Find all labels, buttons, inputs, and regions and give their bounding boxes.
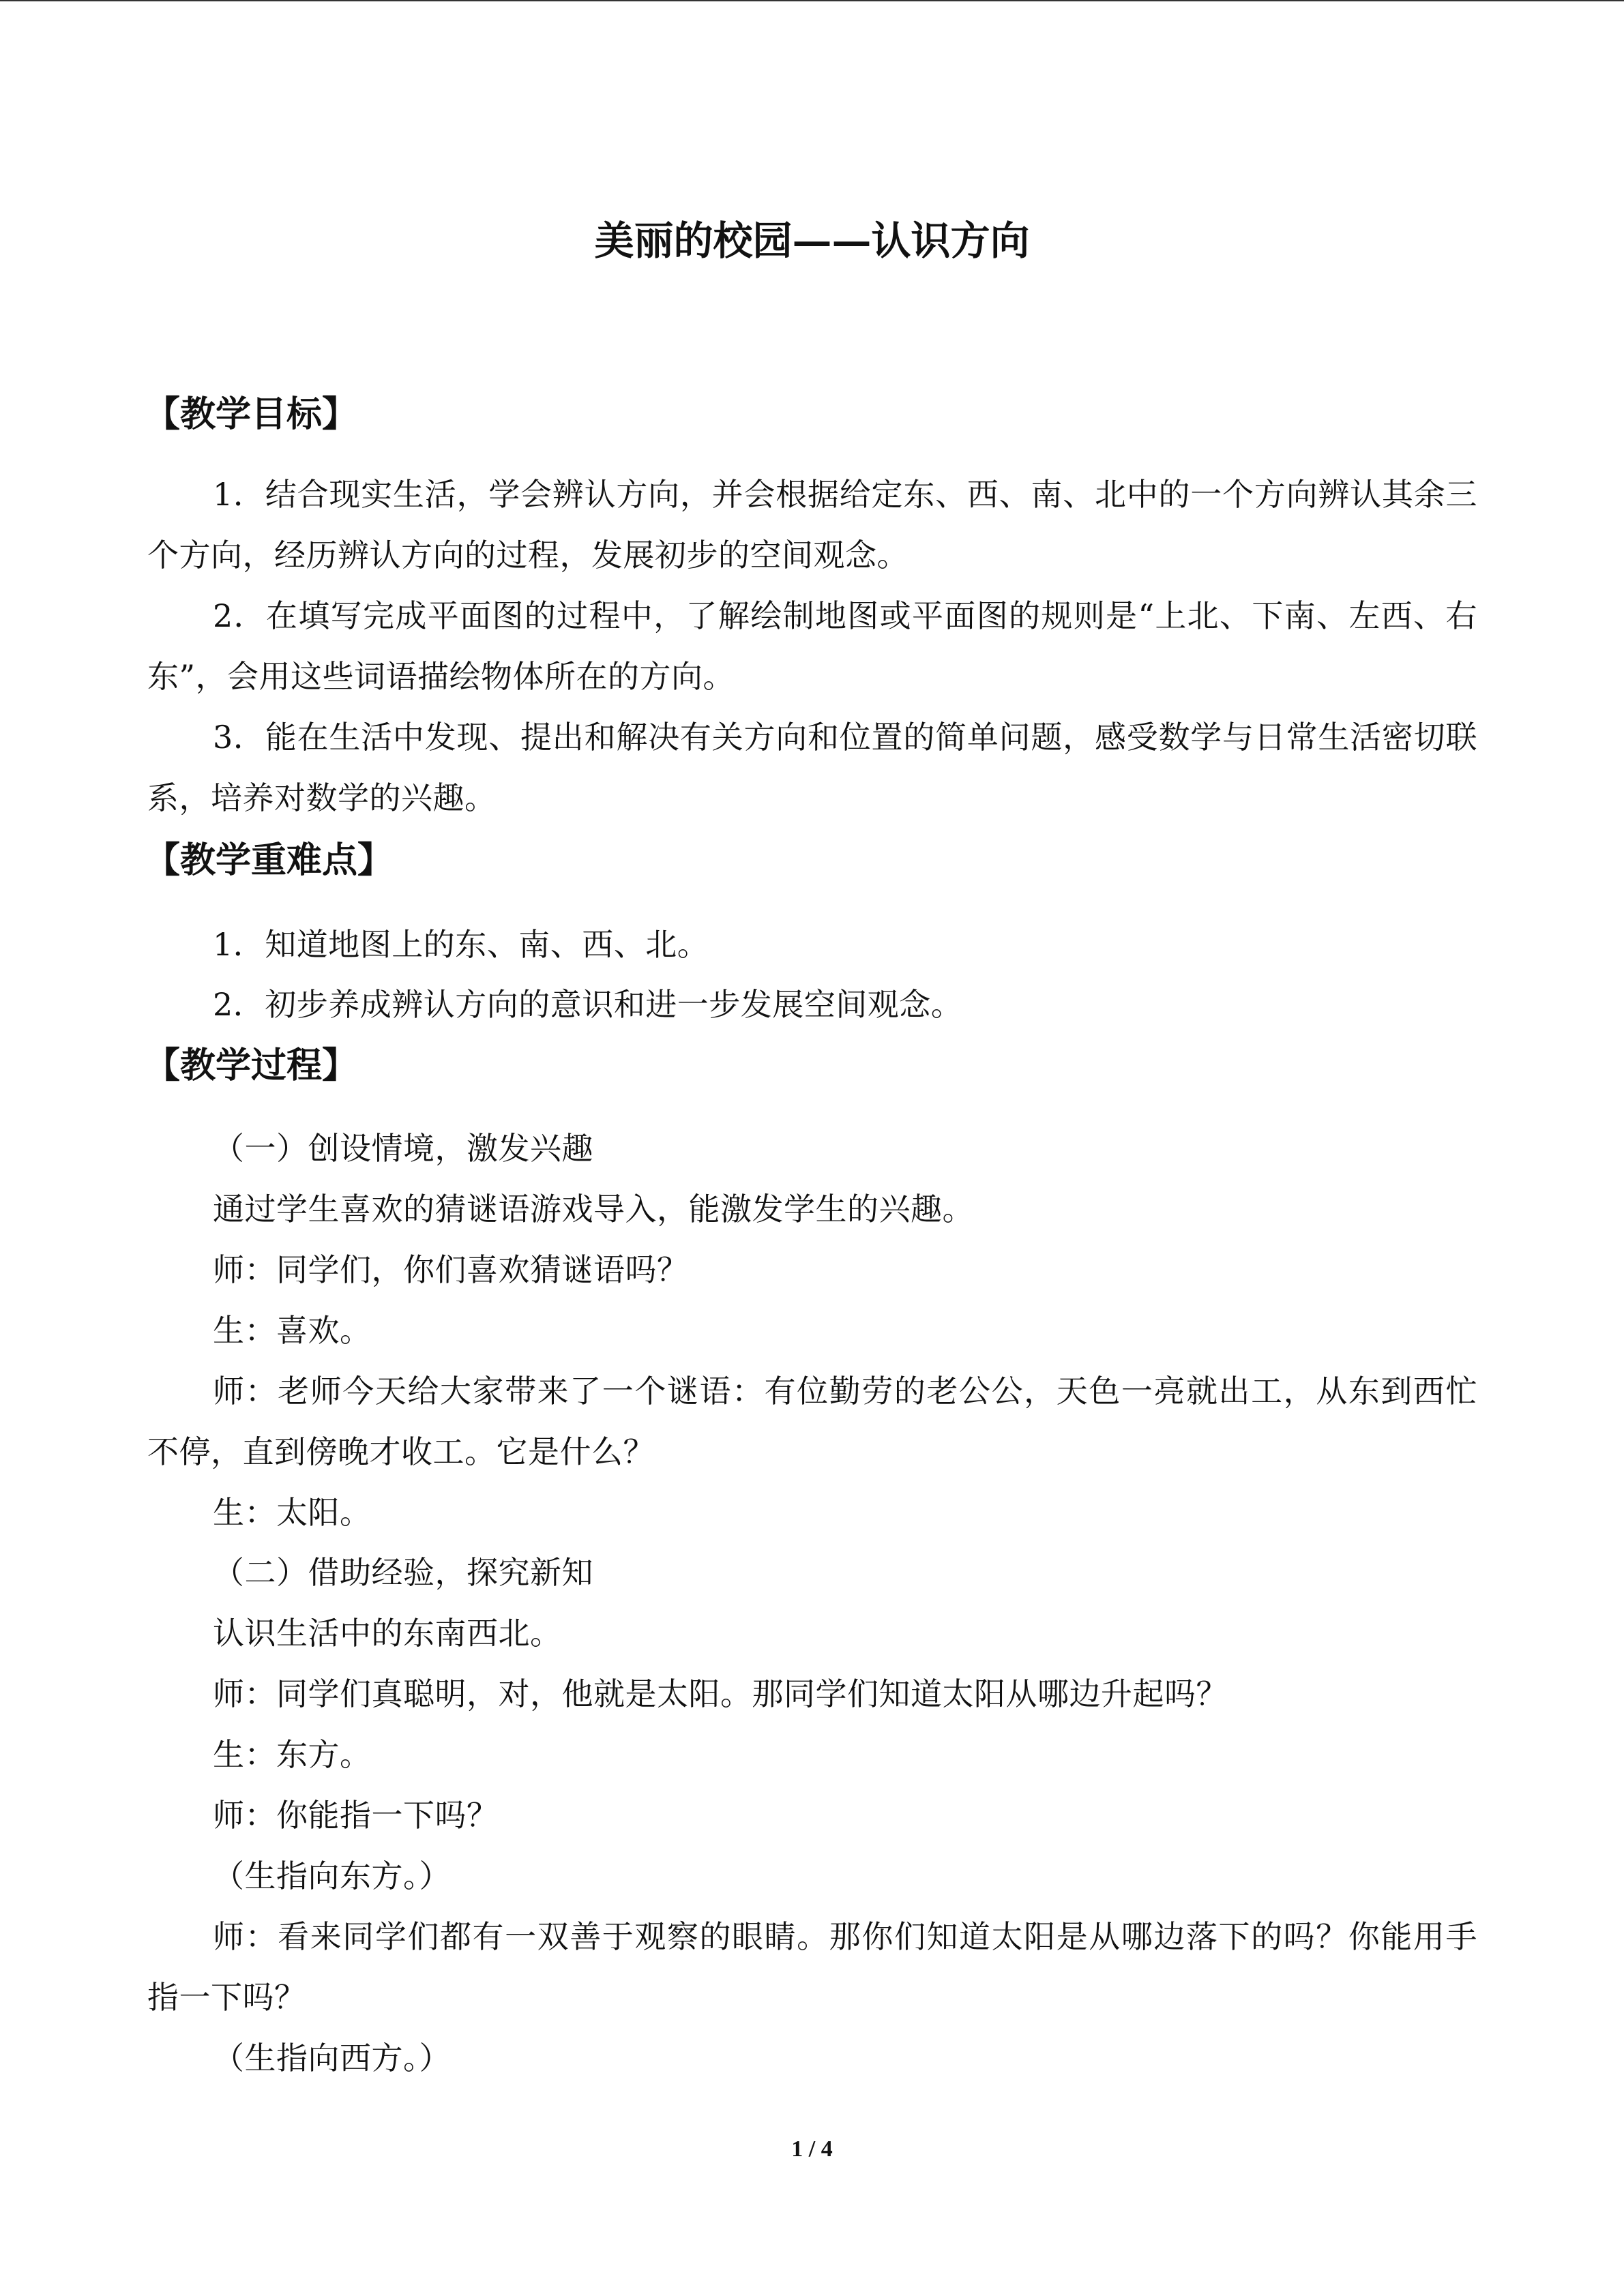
- process-line: 生：喜欢。: [213, 1312, 372, 1349]
- key-point-item-2: 2．初步养成辨认方向的意识和进一步发展空间观念。: [213, 986, 963, 1023]
- objective-item-3: 3．能在生活中发现、提出和解决有关方向和位置的简单问题，感受数学与日常生活密切联系，培养对数学的兴趣。: [147, 719, 1477, 816]
- section-heading-key-points: 【教学重难点】: [145, 839, 394, 881]
- objective-item-2: 2．在填写完成平面图的过程中，了解绘制地图或平面图的规则是“上北、下南、左西、右东”，会用这些词语描绘物体所在的方向。: [147, 597, 1477, 695]
- process-subheading-2: （二）借助经验，探究新知: [213, 1554, 593, 1591]
- process-subheading-1: （一）创设情境，激发兴趣: [213, 1130, 593, 1167]
- process-line: 师：同学们，你们喜欢猜谜语吗？: [213, 1251, 689, 1288]
- process-line: 生：太阳。: [213, 1494, 372, 1531]
- process-line: 师：你能指一下吗？: [213, 1797, 499, 1834]
- page-number: 1 / 4: [791, 2136, 833, 2162]
- process-line: 认识生活中的东南西北。: [213, 1615, 562, 1652]
- objective-item-1: 1．结合现实生活，学会辨认方向，并会根据给定东、西、南、北中的一个方向辨认其余三个方向，经历辨认方向的过程，发展初步的空间观念。: [147, 476, 1477, 573]
- section-heading-objectives: 【教学目标】: [145, 393, 358, 435]
- key-point-item-1: 1．知道地图上的东、南、西、北。: [213, 926, 709, 963]
- process-line: （生指向西方。）: [213, 2040, 451, 2076]
- process-line: （生指向东方。）: [213, 1858, 451, 1894]
- process-line: 师：同学们真聪明，对，他就是太阳。那同学们知道太阳从哪边升起吗？: [213, 1675, 1228, 1712]
- process-line: 生：东方。: [213, 1736, 372, 1773]
- process-line: 通过学生喜欢的猜谜语游戏导入，能激发学生的兴趣。: [213, 1191, 974, 1227]
- section-heading-process: 【教学过程】: [145, 1045, 358, 1086]
- process-paragraph: 师：老师今天给大家带来了一个谜语：有位勤劳的老公公，天色一亮就出工，从东到西忙不停，直到傍晚才收工。它是什么？: [147, 1373, 1477, 1470]
- document-title: 美丽的校园——认识方向: [594, 218, 1030, 264]
- process-paragraph: 师：看来同学们都有一双善于观察的眼睛。那你们知道太阳是从哪边落下的吗？你能用手指一下吗？: [147, 1918, 1477, 2016]
